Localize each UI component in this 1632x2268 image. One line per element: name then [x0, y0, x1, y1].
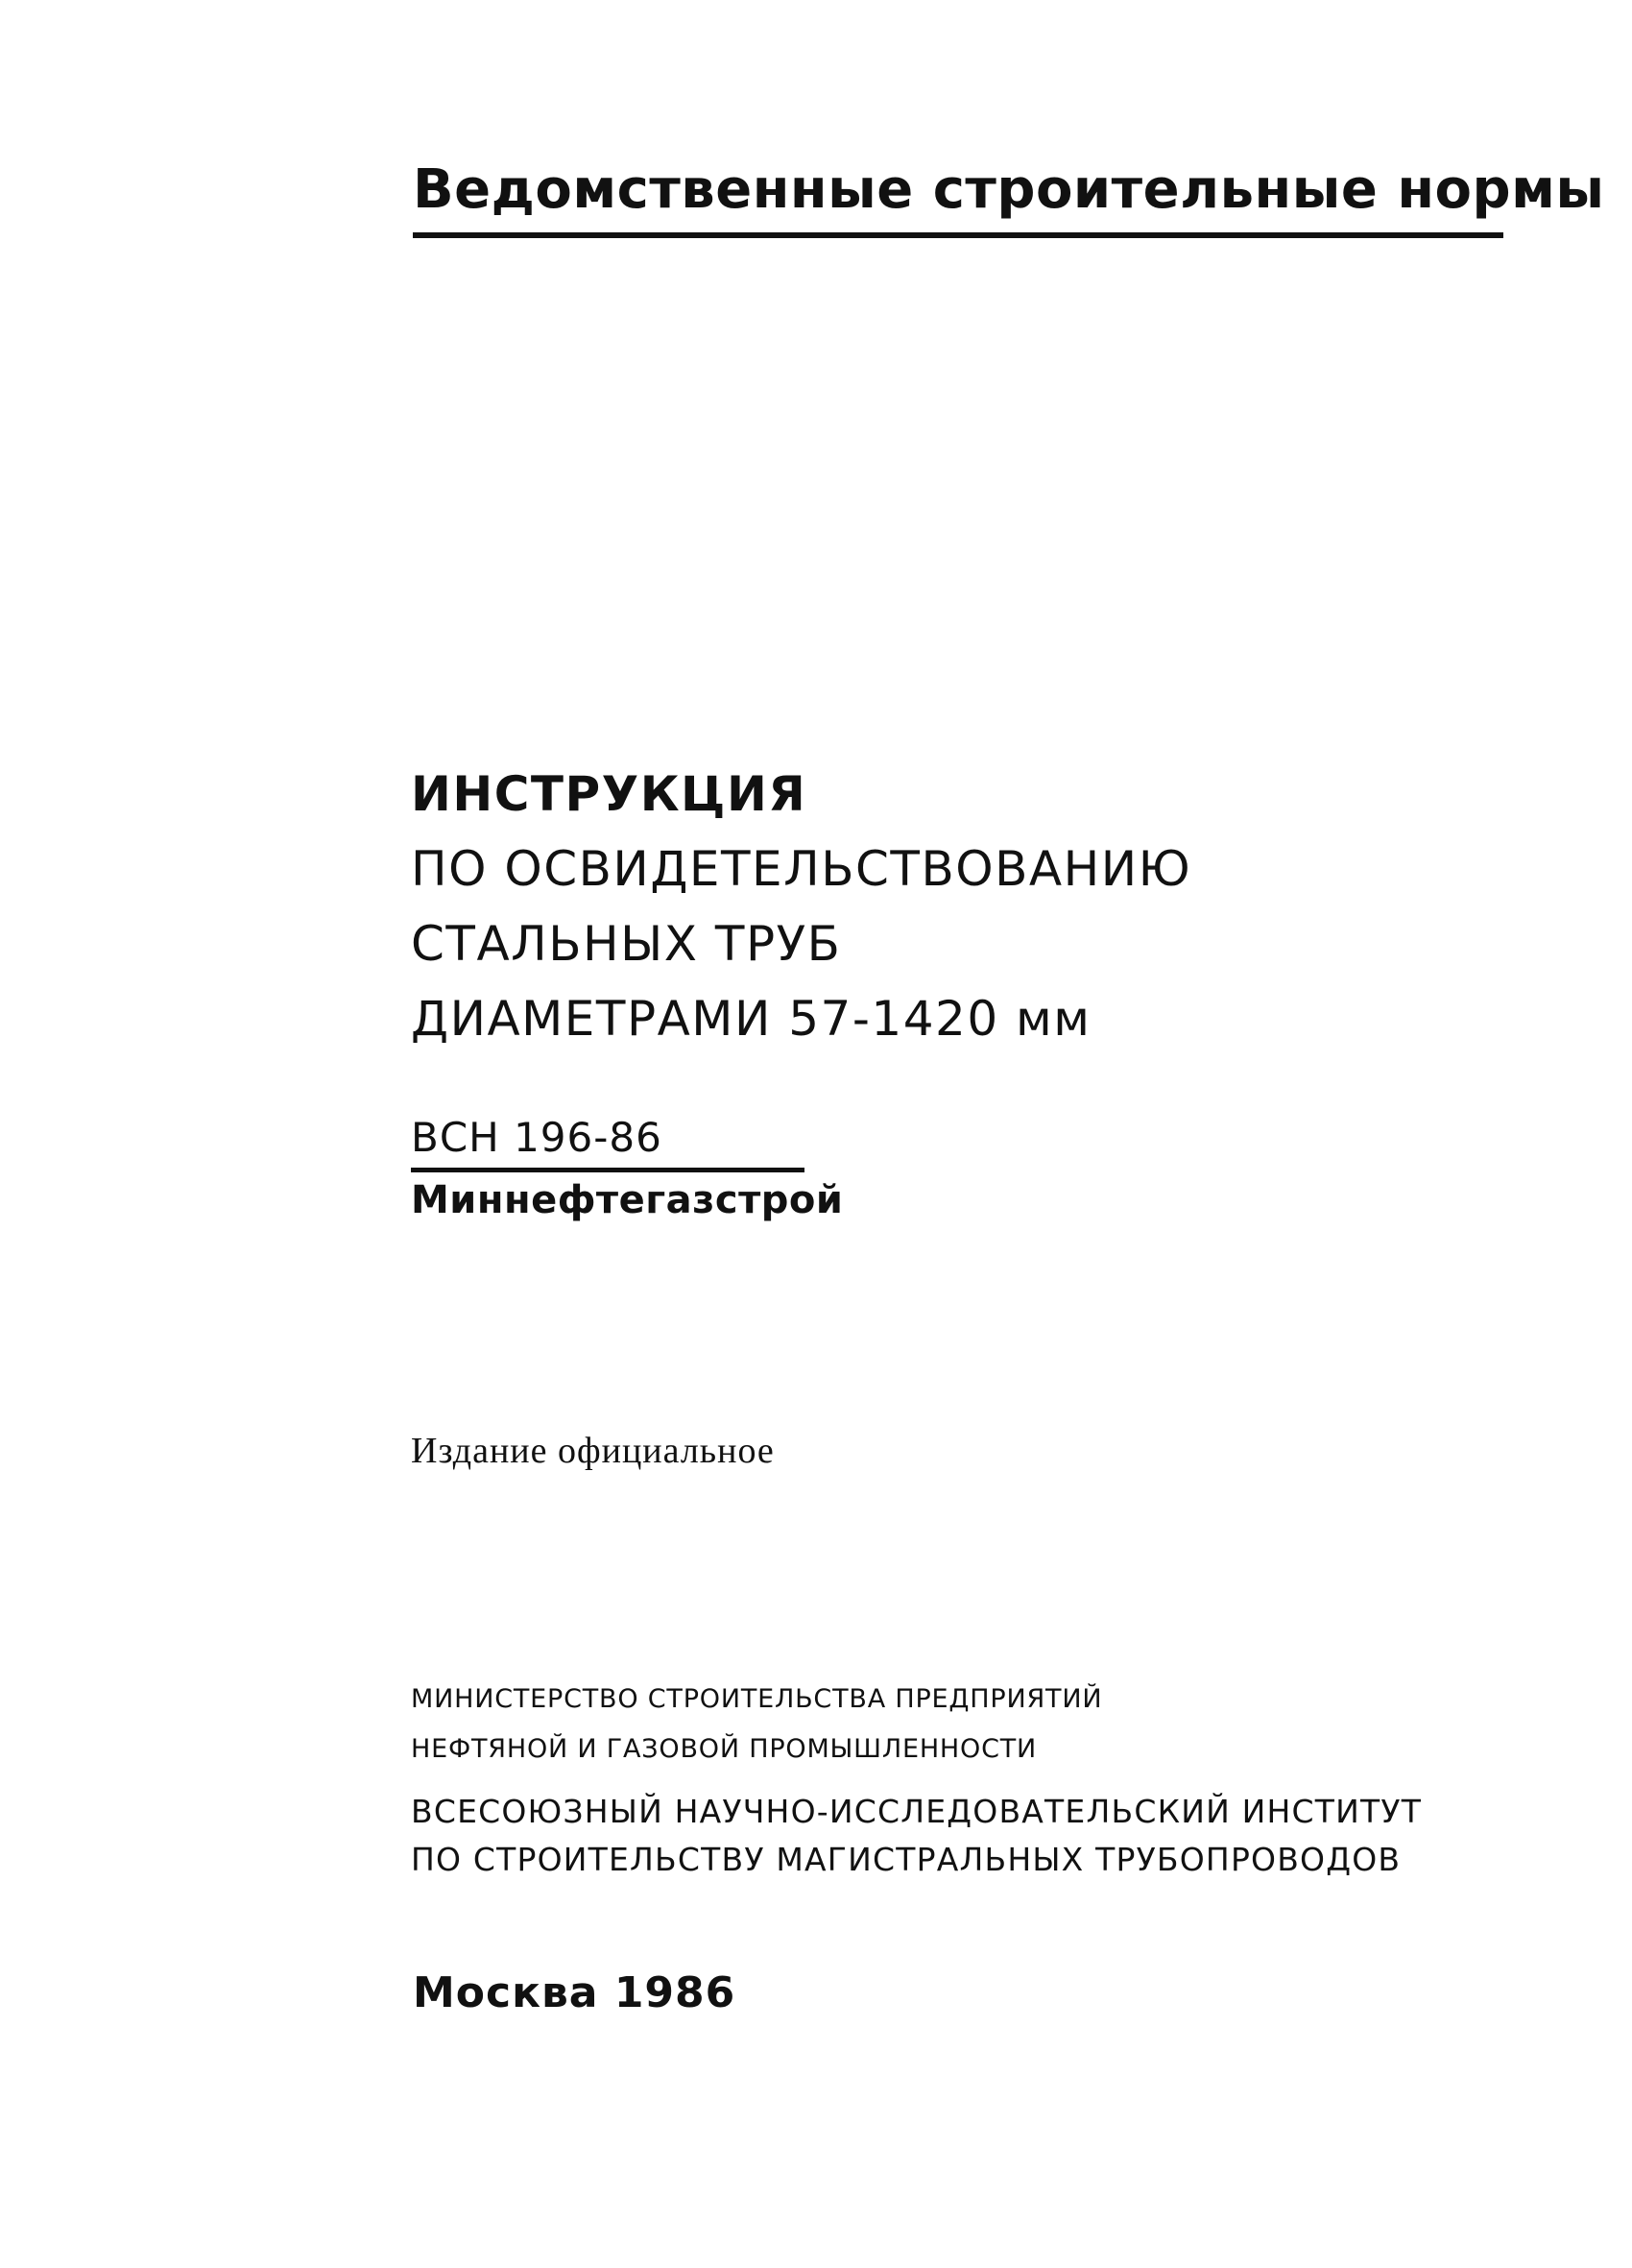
spacer	[411, 1774, 1563, 1788]
institute-line-1: ВСЕСОЮЗНЫЙ НАУЧНО-ИССЛЕДОВАТЕЛЬСКИЙ ИНСТИТУТ	[411, 1793, 1423, 1830]
ministry-line-1: МИНИСТЕРСТВО СТРОИТЕЛЬСТВА ПРЕДПРИЯТИЙ	[411, 1684, 1103, 1714]
ministry-line-2: НЕФТЯНОЙ И ГАЗОВОЙ ПРОМЫШЛЕННОСТИ	[411, 1734, 1038, 1764]
title-line-1: ИНСТРУКЦИЯ	[411, 766, 807, 822]
standard-code: ВСН 196-86	[411, 1114, 662, 1161]
title-line-3: СТАЛЬНЫХ ТРУБ	[411, 916, 842, 972]
standard-code-block	[411, 1110, 1083, 1228]
series-title: Ведомственные строительные нормы	[413, 158, 1605, 221]
city-year-imprint: Москва 1986	[413, 1968, 736, 2017]
institute-line-2: ПО СТРОИТЕЛЬСТВУ МАГИСТРАЛЬНЫХ ТРУБОПРОВОДОВ	[411, 1841, 1402, 1878]
issuing-ministry-short: Миннефтегазстрой	[411, 1178, 844, 1222]
series-header	[413, 156, 1605, 238]
official-edition-note: Издание официальное	[411, 1431, 775, 1471]
series-underline	[413, 232, 1503, 238]
title-line-2: ПО ОСВИДЕТЕЛЬСТВОВАНИЮ	[411, 841, 1192, 897]
organization-block	[411, 1675, 1563, 1884]
title-line-4: ДИАМЕТРАМИ 57-1420 мм	[411, 991, 1092, 1047]
document-title	[411, 757, 1563, 1056]
